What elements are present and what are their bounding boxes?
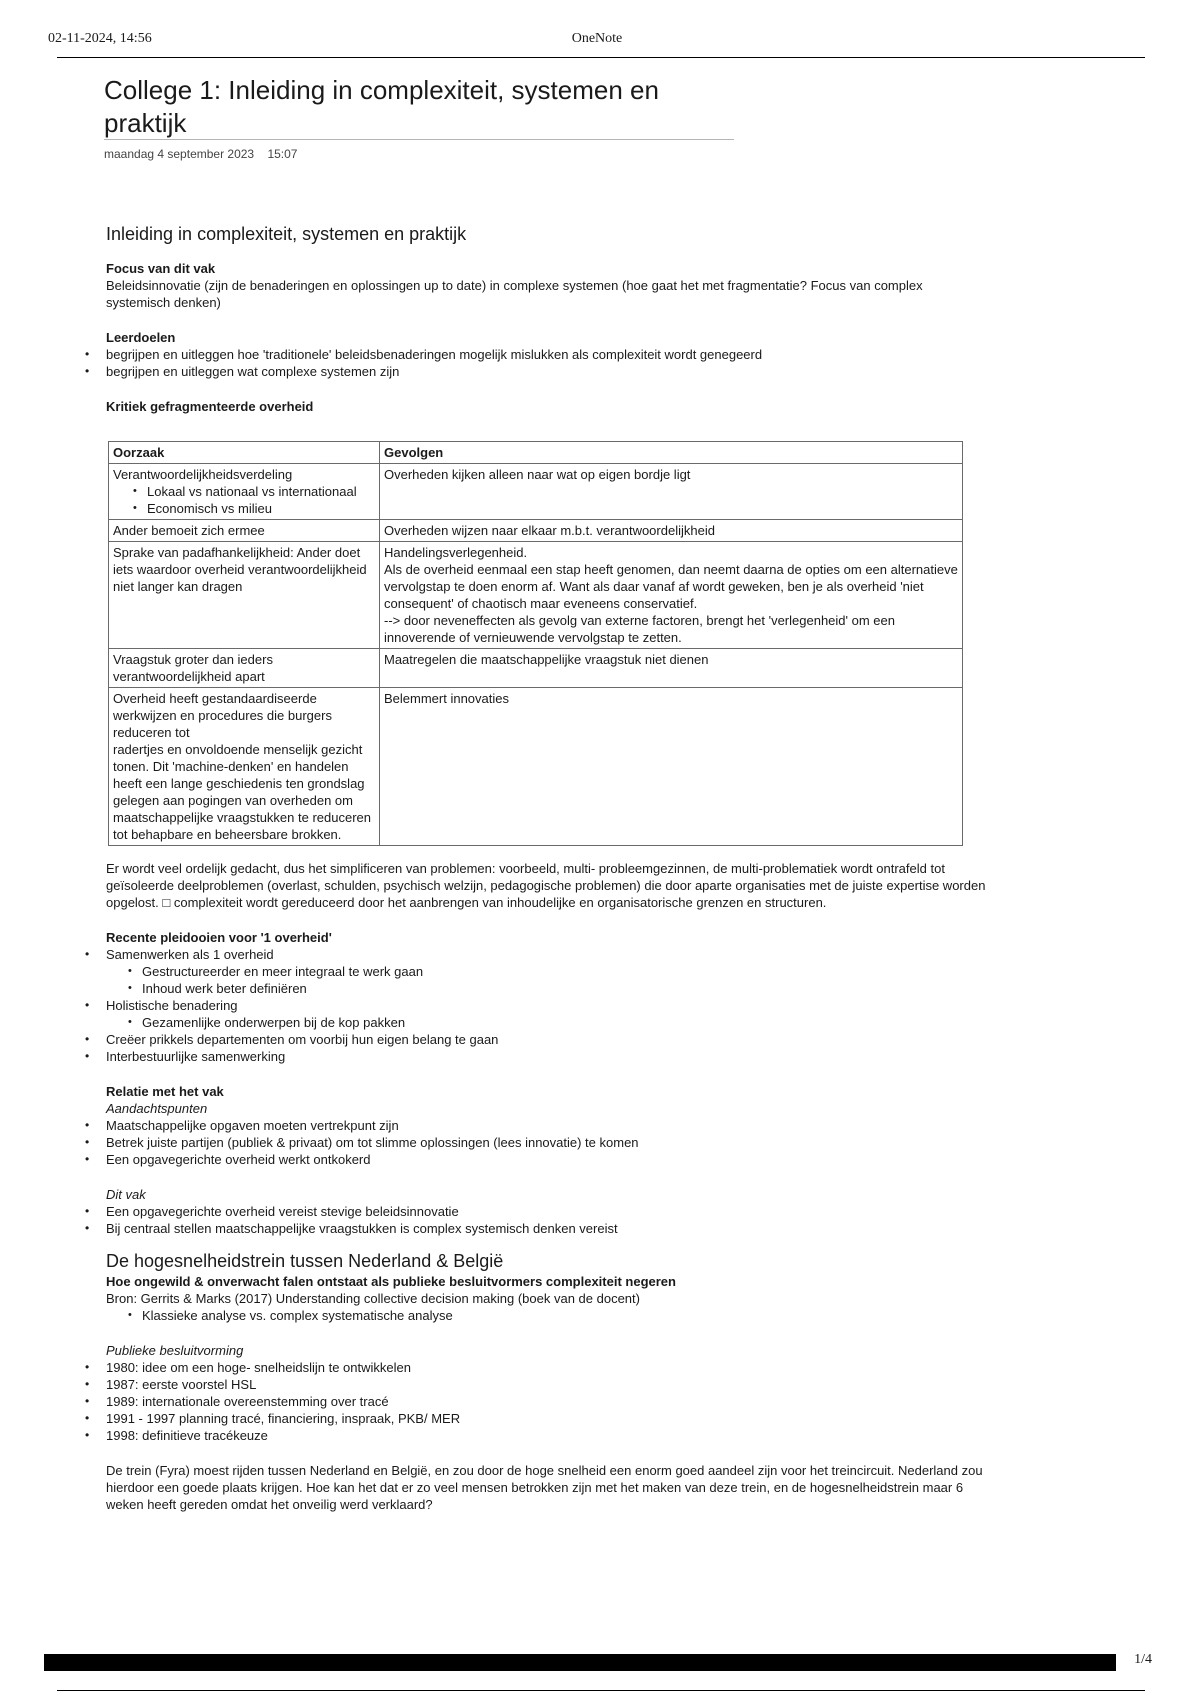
header-divider [57, 57, 1145, 58]
print-date: 02-11-2024, 14:56 [48, 31, 152, 46]
hsl-subtitle: Hoe ongewild & onverwacht falen ontstaat als publieke besluitvormers complexiteit negeren [106, 1274, 676, 1289]
table-cell: Maatregelen die maatschappelijke vraagstuk niet dienen [380, 649, 963, 688]
table-cell: Ander bemoeit zich ermee [109, 520, 380, 542]
table-row [109, 688, 963, 846]
timeline-title: Publieke besluitvorming [106, 1343, 244, 1358]
list-item: • 1989: internationale overeenstemming over tracé [106, 1393, 986, 1410]
cause-effect-table [108, 441, 963, 846]
list-item-label: Samenwerken als 1 overheid [106, 947, 274, 962]
list-item: • begrijpen en uitleggen wat complexe systemen zijn [106, 363, 986, 380]
list-item [106, 946, 986, 997]
table-cell [109, 688, 380, 846]
list-item: • Een opgavegerichte overheid werkt ontkokerd [106, 1151, 986, 1168]
section-heading-hsl: De hogesnelheidstrein tussen Nederland & België [106, 1251, 504, 1271]
table-header-row [109, 442, 963, 464]
effect-text: Handelingsverlegenheid. [384, 545, 528, 560]
cause-text: Verantwoordelijkheidsverdeling [113, 467, 293, 482]
list-item: • 1998: definitieve tracékeuze [106, 1427, 986, 1444]
table-cell [109, 464, 380, 520]
list-item: • Bij centraal stellen maatschappelijke vraagstukken is complex systemisch denken vereist [106, 1220, 986, 1237]
sub-list [106, 963, 986, 997]
print-app-name: OneNote [571, 31, 623, 46]
hsl-source: Bron: Gerrits & Marks (2017) Understanding collective decision making (boek van de docent) [106, 1291, 640, 1306]
effect-detail: Als de overheid eenmaal een stap heeft genomen, dan neemt daarna de opties om een alternatieve vervolgstap te doen enorm af. Want als daar vanaf af wordt geweken, ben je als overheid 'niet consequent' of chaotisch maar eveneens conservatief. [384, 562, 958, 611]
list-item: • Creëer prikkels departementen om voorbij hun eigen belang te gaan [106, 1031, 986, 1048]
table-cell: Overheden kijken alleen naar wat op eigen bordje ligt [380, 464, 963, 520]
cause-bullets [113, 483, 375, 517]
table-cell: Overheden wijzen naar elkaar m.b.t. verantwoordelijkheid [380, 520, 963, 542]
cause-text-2: radertjes en onvoldoende menselijk gezicht tonen. Dit 'machine-denken' en handelen heeft een lange geschiedenis ten grondslag gelegen aan pogingen van overheden om maatschappelijke vraagstukken te reduceren tot behapbare en beheersbare brokken. [113, 742, 371, 842]
hsl-paragraph: De trein (Fyra) moest rijden tussen Nederland en België, en zou door de hoge snelheid een enorm goed aandeel zijn voor het treincircuit. Nederland zou hierdoor een goede plaats krijgen. Hoe kan het dat er zo veel mensen betrokken zijn met het maken van deze trein, en de hogesnelheidstrein maar 6 weken heeft gereden omdat het onveilig werd verklaard? [106, 1463, 983, 1512]
focus-text: Beleidsinnovatie (zijn de benaderingen en oplossingen up to date) in complexe systemen (hoe gaat het met fragmentatie? Focus van complex systemisch denken) [106, 278, 923, 310]
relation-subtitle: Aandachtspunten [106, 1101, 208, 1116]
sub-list [106, 1014, 986, 1031]
cause-text: Overheid heeft gestandaardiseerde werkwijzen en procedures die burgers reduceren tot [113, 691, 332, 740]
page-date: maandag 4 september 2023 [104, 147, 255, 161]
list-item [106, 997, 986, 1031]
list-item: • Lokaal vs nationaal vs internationaal [147, 483, 375, 500]
table-cell [380, 542, 963, 649]
note-content [106, 222, 986, 1513]
page-timestamp [104, 147, 297, 161]
section-heading-intro: Inleiding in complexiteit, systemen en praktijk [106, 224, 467, 244]
page-number: 1/4 [1134, 1652, 1152, 1667]
table-row [109, 520, 963, 542]
list-item: • 1980: idee om een hoge- snelheidslijn te ontwikkelen [106, 1359, 986, 1376]
focus-title: Focus van dit vak [106, 261, 216, 276]
goals-list [106, 346, 986, 380]
goals-title: Leerdoelen [106, 330, 176, 345]
relation-title: Relatie met het vak [106, 1084, 224, 1099]
list-item: • Een opgavegerichte overheid vereist stevige beleidsinnovatie [106, 1203, 986, 1220]
effect-detail-2: --> door neveneffecten als gevolg van externe factoren, brengt het 'verlegenheid' om een innoverende of vernieuwende vervolgstap te zetten. [384, 613, 895, 645]
table-cell: Belemmert innovaties [380, 688, 963, 846]
table-cell: Sprake van padafhankelijkheid: Ander doet iets waardoor overheid verantwoordelijkheid niet langer kan dragen [109, 542, 380, 649]
simplification-paragraph: Er wordt veel ordelijk gedacht, dus het simplificeren van problemen: voorbeeld, multi- probleemgezinnen, de multi-problematiek wordt ontrafeld tot geïsoleerde deelproblemen (overlast, schulden, psychisch welzijn, pedagogische problemen) die door aparte organisaties met de juiste expertise worden opgelost. □ complexiteit wordt gereduceerd door het aanbrengen van inhoudelijke en organisatorische grenzen en structuren. [106, 861, 986, 910]
source-sub-list [106, 1307, 986, 1324]
list-item: • Betrek juiste partijen (publiek & privaat) om tot slimme oplossingen (lees innovatie) te komen [106, 1134, 986, 1151]
table-row [109, 542, 963, 649]
list-item: • Inhoud werk beter definiëren [142, 980, 986, 997]
list-item-label: Holistische benadering [106, 998, 238, 1013]
page-time: 15:07 [267, 147, 298, 161]
list-item: • Klassieke analyse vs. complex systematische analyse [142, 1307, 986, 1324]
table-row [109, 464, 963, 520]
footer-bar [44, 1654, 1116, 1671]
pleas-list [106, 946, 986, 1065]
course-points [106, 1203, 986, 1237]
list-item: • 1987: eerste voorstel HSL [106, 1376, 986, 1393]
table-header: Gevolgen [380, 442, 963, 464]
list-item: • Maatschappelijke opgaven moeten vertrekpunt zijn [106, 1117, 986, 1134]
page-title: College 1: Inleiding in complexiteit, systemen en praktijk [104, 75, 659, 138]
table-header: Oorzaak [109, 442, 380, 464]
table-cell: Vraagstuk groter dan ieders verantwoordelijkheid apart [109, 649, 380, 688]
critique-title: Kritiek gefragmenteerde overheid [106, 399, 314, 414]
relation-points [106, 1117, 986, 1168]
timeline-list [106, 1359, 986, 1444]
list-item: • Interbestuurlijke samenwerking [106, 1048, 986, 1065]
list-item: • begrijpen en uitleggen hoe 'traditionele' beleidsbenaderingen mogelijk mislukken als complexiteit wordt genegeerd [106, 346, 986, 363]
list-item: • 1991 - 1997 planning tracé, financiering, inspraak, PKB/ MER [106, 1410, 986, 1427]
title-divider [104, 139, 734, 140]
pleas-title: Recente pleidooien voor '1 overheid' [106, 930, 332, 945]
list-item: • Gezamenlijke onderwerpen bij de kop pakken [142, 1014, 986, 1031]
footer-divider [57, 1690, 1145, 1691]
list-item: • Gestructureerder en meer integraal te werk gaan [142, 963, 986, 980]
course-title: Dit vak [106, 1187, 146, 1202]
list-item: • Economisch vs milieu [147, 500, 375, 517]
table-row [109, 649, 963, 688]
